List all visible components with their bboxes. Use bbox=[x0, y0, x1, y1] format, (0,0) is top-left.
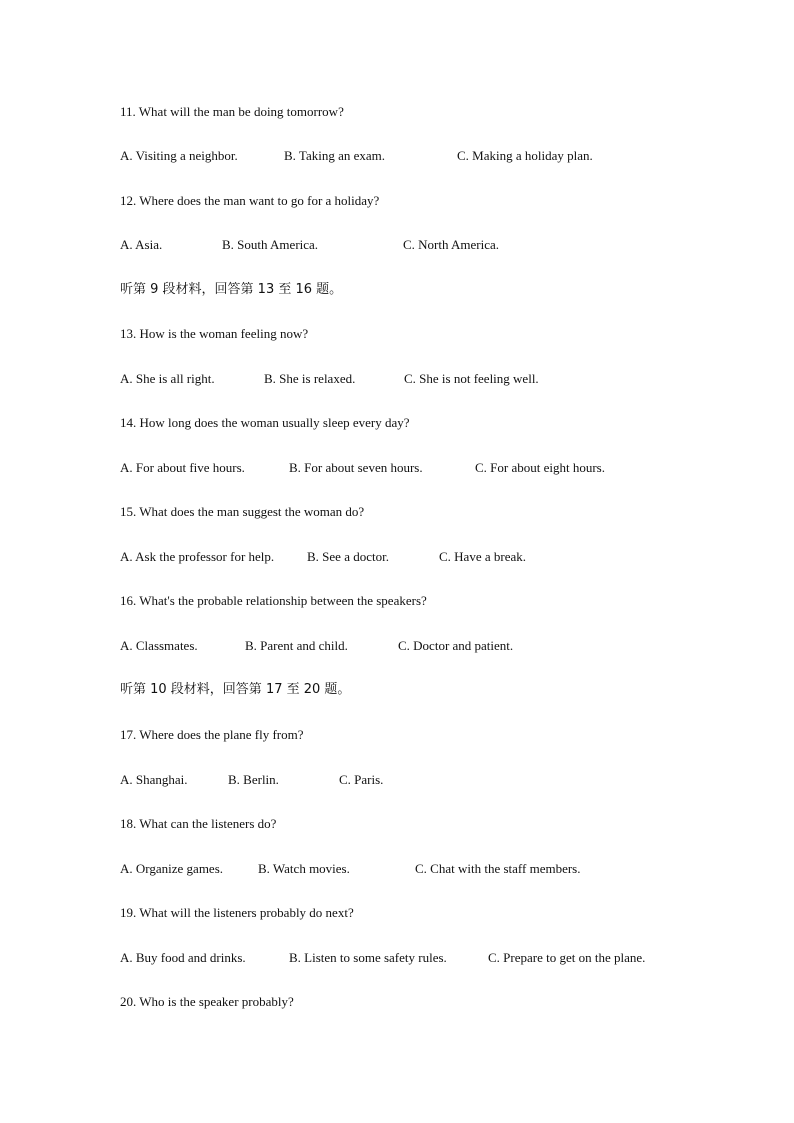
option-19-c: C. Prepare to get on the plane. bbox=[488, 950, 646, 965]
options-18 bbox=[0, 861, 794, 877]
option-12-a: A. Asia. bbox=[120, 237, 163, 252]
question-15: 15. What does the man suggest the woman do? bbox=[120, 504, 365, 519]
section-10-heading: 听第 10 段材料，回答第 17 至 20 题。 bbox=[120, 682, 351, 697]
question-13: 13. How is the woman feeling now? bbox=[120, 326, 309, 341]
option-16-b: B. Parent and child. bbox=[245, 638, 348, 653]
question-14: 14. How long does the woman usually sleep every day? bbox=[120, 415, 410, 430]
option-16-c: C. Doctor and patient. bbox=[398, 638, 514, 653]
question-18: 18. What can the listeners do? bbox=[120, 816, 277, 831]
option-16-a: A. Classmates. bbox=[120, 638, 198, 653]
option-19-b: B. Listen to some safety rules. bbox=[289, 950, 447, 965]
option-17-b: B. Berlin. bbox=[228, 772, 279, 787]
option-11-a: A. Visiting a neighbor. bbox=[120, 148, 238, 163]
question-11: 11. What will the man be doing tomorrow? bbox=[120, 104, 344, 119]
option-14-c: C. For about eight hours. bbox=[475, 460, 605, 475]
option-13-c: C. She is not feeling well. bbox=[404, 371, 539, 386]
option-17-a: A. Shanghai. bbox=[120, 772, 188, 787]
question-17: 17. Where does the plane fly from? bbox=[120, 727, 304, 742]
option-14-b: B. For about seven hours. bbox=[289, 460, 423, 475]
option-13-a: A. She is all right. bbox=[120, 371, 215, 386]
options-12 bbox=[0, 237, 794, 253]
options-15 bbox=[0, 549, 794, 565]
option-18-a: A. Organize games. bbox=[120, 861, 224, 876]
option-15-b: B. See a doctor. bbox=[307, 549, 389, 564]
option-14-a: A. For about five hours. bbox=[120, 460, 245, 475]
option-19-a: A. Buy food and drinks. bbox=[120, 950, 246, 965]
question-20: 20. Who is the speaker probably? bbox=[120, 994, 294, 1009]
section-9-heading: 听第 9 段材料，回答第 13 至 16 题。 bbox=[120, 282, 343, 297]
question-16: 16. What's the probable relationship between the speakers? bbox=[120, 593, 427, 608]
option-11-c: C. Making a holiday plan. bbox=[457, 148, 593, 163]
option-15-a: A. Ask the professor for help. bbox=[120, 549, 275, 564]
option-18-b: B. Watch movies. bbox=[258, 861, 350, 876]
options-11 bbox=[0, 148, 794, 164]
option-18-c: C. Chat with the staff members. bbox=[415, 861, 581, 876]
option-15-c: C. Have a break. bbox=[439, 549, 526, 564]
option-12-b: B. South America. bbox=[222, 237, 319, 252]
option-13-b: B. She is relaxed. bbox=[264, 371, 356, 386]
option-12-c: C. North America. bbox=[403, 237, 500, 252]
question-12: 12. Where does the man want to go for a holiday? bbox=[120, 193, 380, 208]
option-11-b: B. Taking an exam. bbox=[284, 148, 386, 163]
question-19: 19. What will the listeners probably do next? bbox=[120, 905, 354, 920]
options-17 bbox=[0, 772, 794, 788]
options-19 bbox=[0, 950, 794, 966]
options-16 bbox=[0, 638, 794, 654]
options-13 bbox=[0, 371, 794, 387]
option-17-c: C. Paris. bbox=[339, 772, 384, 787]
options-14 bbox=[0, 460, 794, 476]
